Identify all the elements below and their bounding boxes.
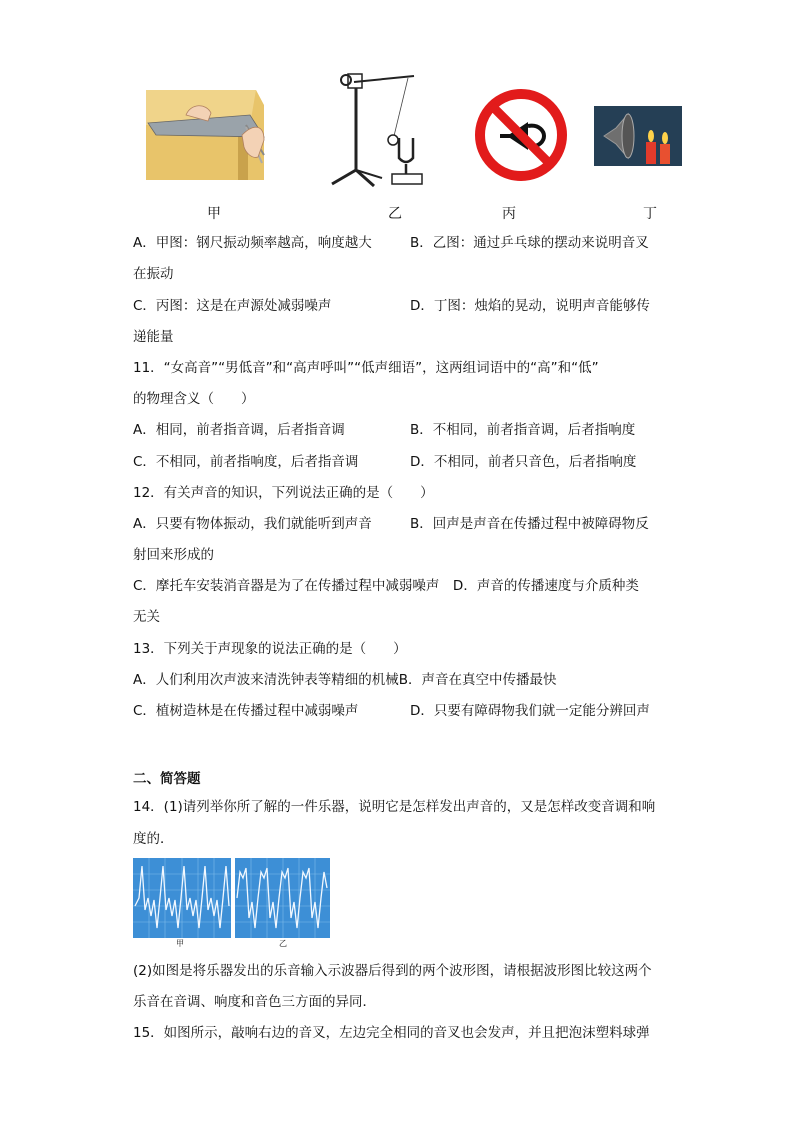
q10-option-d-cont: 递能量 — [133, 329, 174, 345]
q12-option-c-d: C．摩托车安装消音器是为了在传播过程中减弱噪声 D．声音的传播速度与介质种类 — [133, 578, 639, 594]
q10-option-b: B．乙图：通过乒乓球的摆动来说明音叉 — [410, 235, 649, 251]
q10-option-d: D．丁图：烛焰的晃动，说明声音能够传 — [410, 298, 650, 314]
q11-stem: 11．“女高音”“男低音”和“高声呼叫”“低声细语”，这两组词语中的“高”和“低” — [133, 360, 599, 376]
waveform-yi — [235, 858, 330, 938]
q11-option-c: C．不相同，前者指响度，后者指音调 — [133, 454, 359, 470]
q13-option-a-b: A．人们利用次声波来清洗钟表等精细的机械B．声音在真空中传播最快 — [133, 672, 557, 688]
waveform-jia — [133, 858, 231, 938]
q12-option-d-cont: 无关 — [133, 609, 160, 625]
q14-part2: (2)如图是将乐器发出的乐音输入示波器后得到的两个波形图，请根据波形图比较这两个 — [133, 963, 652, 979]
q14-part2-cont: 乐音在音调、响度和音色三方面的异同． — [133, 994, 376, 1010]
no-honking-sign-icon — [474, 88, 568, 182]
q10-option-b-cont: 在振动 — [133, 266, 174, 282]
q13-stem: 13．下列关于声现象的说法正确的是（ ） — [133, 641, 407, 657]
caption-ding: 丁 — [643, 206, 657, 222]
q11-option-b: B．不相同，前者指音调，后者指响度 — [410, 422, 636, 438]
waveform-label-jia: 甲 — [176, 939, 184, 948]
q15-stem: 15．如图所示，敲响右边的音叉，左边完全相同的音叉也会发声，并且把泡沫塑料球弹 — [133, 1025, 650, 1041]
q12-option-a: A．只要有物体振动，我们就能听到声音 — [133, 516, 372, 532]
caption-jia: 甲 — [207, 206, 221, 222]
q13-option-d: D．只要有障碍物我们就一定能分辨回声 — [410, 703, 650, 719]
q14-part1-cont: 度的． — [133, 831, 174, 847]
q14-part1: 14．(1)请列举你所了解的一件乐器，说明它是怎样发出声音的，又是怎样改变音调和响 — [133, 799, 656, 815]
q10-option-a: A．甲图：钢尺振动频率越高，响度越大 — [133, 235, 372, 251]
figure-tuning-fork-pendulum — [326, 70, 436, 190]
caption-yi: 乙 — [388, 206, 402, 222]
section-heading: 二、简答题 — [133, 771, 201, 787]
waveform-label-yi: 乙 — [279, 939, 287, 948]
q10-option-c: C．丙图：这是在声源处减弱噪声 — [133, 298, 332, 314]
q13-option-c: C．植树造林是在传播过程中减弱噪声 — [133, 703, 359, 719]
q11-option-d: D．不相同，前者只音色，后者指响度 — [410, 454, 637, 470]
q11-stem-cont: 的物理含义（ ） — [133, 391, 255, 407]
q12-stem: 12．有关声音的知识，下列说法正确的是（ ） — [133, 485, 434, 501]
figure-speaker-candles — [594, 106, 682, 166]
caption-bing: 丙 — [502, 206, 516, 222]
q11-option-a: A．相同，前者指音调，后者指音调 — [133, 422, 345, 438]
q12-option-b: B．回声是声音在传播过程中被障碍物反 — [410, 516, 649, 532]
figure-ruler-vibration — [146, 85, 266, 180]
q12-option-b-cont: 射回来形成的 — [133, 547, 214, 563]
